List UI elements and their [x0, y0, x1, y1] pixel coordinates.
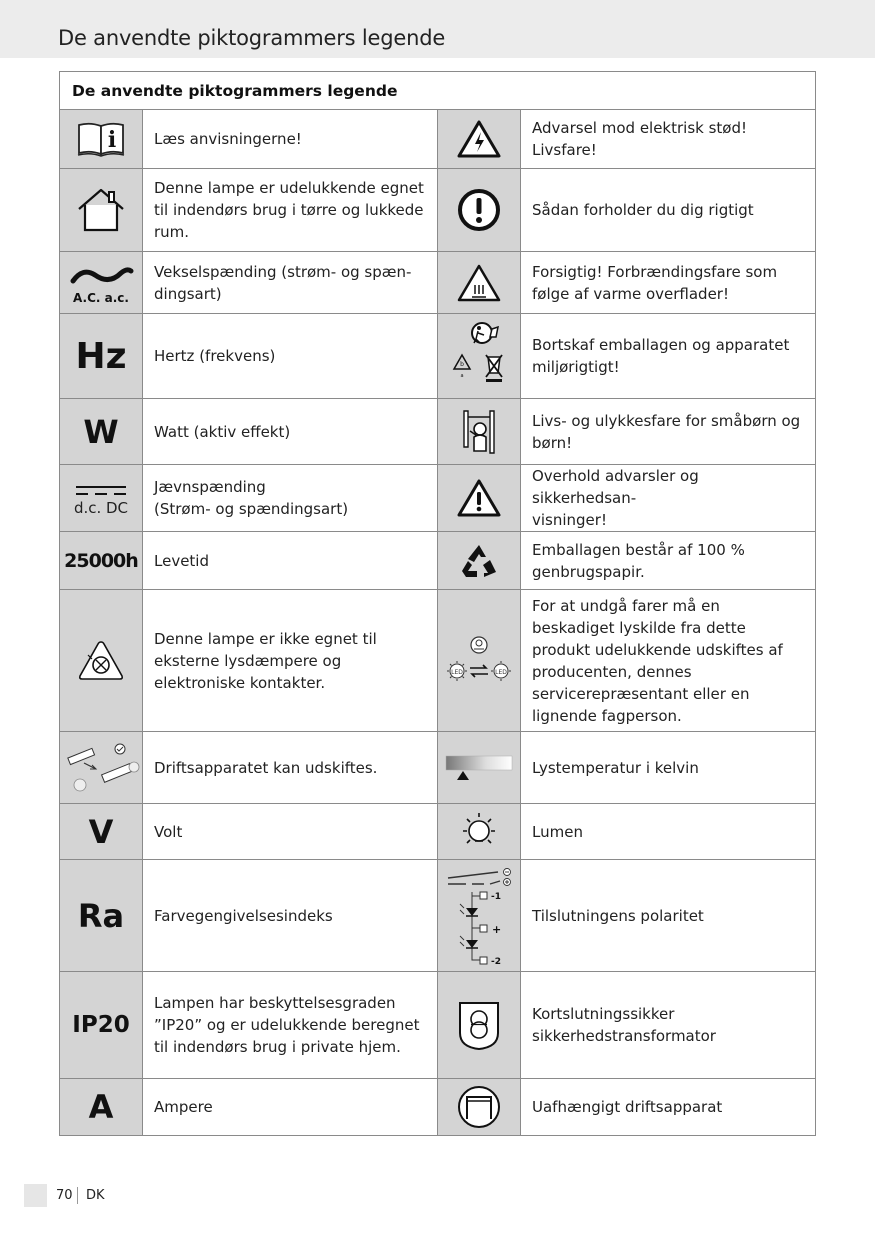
legend-text: Tilslutningens polaritet — [521, 860, 816, 972]
color-rendering-icon: Ra — [77, 896, 125, 935]
page-language: DK — [86, 1188, 105, 1203]
legend-text: Lampen har beskyttelsesgraden ”IP20” og er udelukkende beregnet til indendørs brug i private hjem. — [143, 972, 438, 1079]
table-row — [60, 314, 816, 399]
lumen-bulb-icon — [438, 804, 521, 860]
legend-text: Denne lampe er udelukkende egnet til indendørs brug i tørre og lukkede rum. — [143, 169, 438, 252]
legend-text: Volt — [143, 804, 438, 860]
table-row — [60, 1079, 816, 1136]
hertz-icon: Hz — [75, 335, 127, 377]
hot-surface-warning-icon — [438, 252, 521, 314]
color-temperature-icon — [438, 732, 521, 804]
table-row — [60, 860, 816, 972]
safety-transformer-icon — [438, 972, 521, 1079]
table-row — [60, 169, 816, 252]
alternating-current-icon — [60, 252, 143, 314]
dc-label: d.c. DC — [73, 498, 129, 517]
ampere-icon: A — [88, 1088, 114, 1126]
polarity-icon — [438, 860, 521, 972]
warning-triangle-icon — [438, 465, 521, 532]
table-row — [60, 972, 816, 1079]
polarity-minus-label: -2 — [491, 956, 501, 967]
led-label: LED — [495, 668, 507, 676]
svg-text:b: b — [460, 361, 464, 368]
pictogram-legend-table — [59, 71, 816, 1136]
disposal-icon — [438, 314, 521, 399]
legend-text: Lystemperatur i kelvin — [521, 732, 816, 804]
legend-text: Kortslutningssikker sikkerhedstransformator — [521, 972, 816, 1079]
led-label: LED — [451, 668, 463, 676]
table-row — [60, 465, 816, 532]
svg-text:i: i — [107, 127, 117, 153]
footer-marker — [24, 1184, 47, 1207]
polarity-minus-label: -1 — [491, 891, 501, 902]
polarity-plus-label: + — [492, 922, 502, 936]
table-heading: De anvendte piktogrammers legende — [60, 72, 816, 110]
indoor-house-icon — [60, 169, 143, 252]
legend-text: Livs- og ulykkesfare for småbørn og børn! — [521, 399, 816, 465]
legend-text: Levetid — [143, 532, 438, 590]
legend-text: Driftsapparatet kan udskiftes. — [143, 732, 438, 804]
electric-shock-warning-icon — [438, 110, 521, 169]
table-row — [60, 804, 816, 860]
legend-text: Sådan forholder du dig rigtigt — [521, 169, 816, 252]
ip20-icon: IP20 — [72, 1012, 130, 1038]
table-row — [60, 252, 816, 314]
table-row — [60, 590, 816, 732]
page-number: 70 — [56, 1188, 73, 1203]
footer-divider — [77, 1187, 78, 1204]
legend-text: Watt (aktiv effekt) — [143, 399, 438, 465]
info-book-icon — [60, 110, 143, 169]
legend-text: Advarsel mod elektrisk stød! Livsfare! — [521, 110, 816, 169]
lifetime-icon: 25000h — [64, 549, 138, 572]
legend-text: Bortskaf emballagen og apparatet miljørigtigt! — [521, 314, 816, 399]
legend-text: Vekselspænding (strøm- og spæn- dingsart) — [143, 252, 438, 314]
led-replacement-icon — [438, 590, 521, 732]
legend-text: Lumen — [521, 804, 816, 860]
exclamation-circle-icon — [438, 169, 521, 252]
ac-label: A.C. a.c. — [73, 290, 129, 305]
legend-text: Farvegengivelsesindeks — [143, 860, 438, 972]
legend-text: Jævnspænding (Strøm- og spændingsart) — [143, 465, 438, 532]
legend-text: Uafhængigt driftsapparat — [521, 1079, 816, 1136]
table-row — [60, 110, 816, 169]
table-row — [60, 532, 816, 590]
legend-text: Læs anvisningerne! — [143, 110, 438, 169]
child-danger-icon — [438, 399, 521, 465]
table-row — [60, 399, 816, 465]
svg-text:a: a — [460, 373, 464, 379]
legend-text: For at undgå farer må en beskadiget lyskilde fra dette produkt udelukkende udskiftes af producenten, dennes servicerepræsentant eller en lignende fagperson. — [521, 590, 816, 732]
direct-current-icon — [60, 465, 143, 532]
table-row — [60, 732, 816, 804]
recycling-icon — [438, 532, 521, 590]
replaceable-driver-icon — [60, 732, 143, 804]
volt-icon: V — [88, 812, 114, 851]
legend-text: Emballagen består af 100 % genbrugspapir. — [521, 532, 816, 590]
legend-text: Denne lampe er ikke egnet til eksterne lysdæmpere og elektroniske kontakter. — [143, 590, 438, 732]
legend-text: Overhold advarsler og sikkerhedsan- visninger! — [521, 465, 816, 532]
no-dimmer-icon — [60, 590, 143, 732]
legend-text: Ampere — [143, 1079, 438, 1136]
watt-icon: W — [83, 412, 119, 451]
legend-text: Forsigtig! Forbrændingsfare som følge af varme overflader! — [521, 252, 816, 314]
independent-driver-icon — [438, 1079, 521, 1136]
legend-text: Hertz (frekvens) — [143, 314, 438, 399]
page-title: De anvendte piktogrammers legende — [58, 26, 446, 50]
